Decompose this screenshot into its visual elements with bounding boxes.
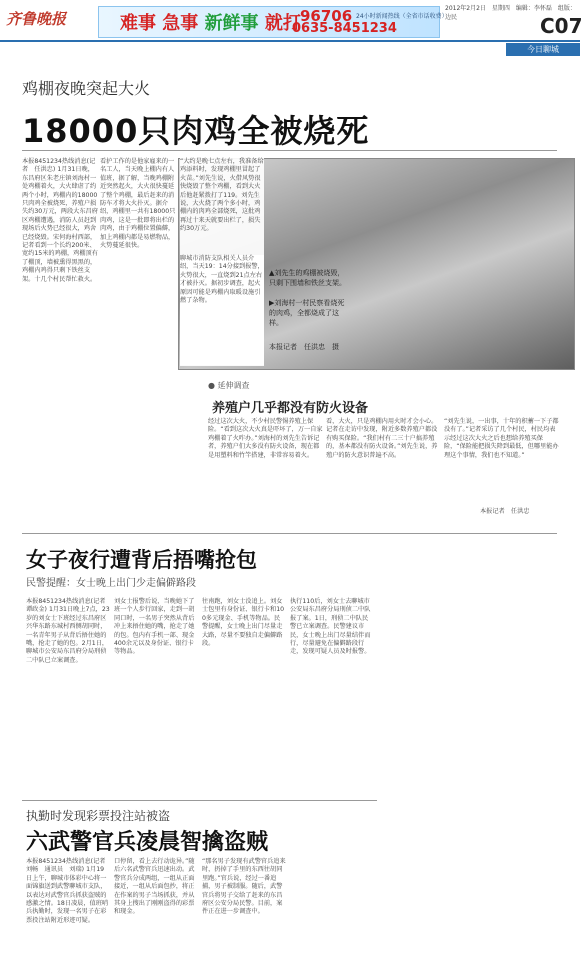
story3-headline: 六武警官兵凌晨智擒盗贼 — [26, 830, 269, 855]
divider — [22, 150, 557, 151]
story2-column-1: 本报8451234热线消息(记者 谭政金) 1月31日晚上7点，23岁的刘女士下班经过东昌府区兴华东路东城村西侧胡同时，一名青年男子从背后捂住她的嘴，抢走了她的包。2月1日，聊城市公安局东昌府分局刑侦二中队已立案调查。 — [26, 598, 112, 664]
story1-column-1: 本报8451234热线消息(记者 任洪忠) 1月31日晚，东昌府区朱老庄镇刘海村一处鸡棚着火，大火肆虐了约两个小时，鸡棚内的18000只肉鸡全被烧死，养殖户损失约30万元，两段大东昌府区鸡棚遭遇，消防人员赶到现场后火势已经很大，鸡舍已经烧毁。宋何海村西部，记者看到一个长约200米、宽约15米的鸡棚，鸡棚顶有了棚顶，墙被熏得黑黑的，鸡棚内鸡得只剩下铁丝支架。十几个村民帮忙救火。 — [22, 158, 98, 283]
story1-headline: 18000只肉鸡全被烧死 — [22, 112, 370, 150]
hotline-number-2: 0635-8451234 — [292, 21, 397, 36]
banner-word-4: 就打 — [264, 13, 301, 34]
followup-credit: 本报记者 任洪忠 — [480, 508, 530, 515]
story1-kicker: 鸡棚夜晚突起大火 — [22, 79, 151, 98]
story2-column-4: 执行110后，刘女士去聊城市公安局东昌府分局刑侦二中队报了案。1日，刑侦二中队民警已立案调查。民警建议市民，女士晚上出门尽量结伴而行，尽量避免在偏僻路段行走，发现可疑人员及时报警。 — [290, 598, 371, 656]
story3-column-2: 口停留，看上去行动诡异。”随后六名武警官兵迅速出动。武警官兵分成两组，一组从正面接近，一组从后面包抄，将正在作案的男子当场抓获，并从其身上搜出了刚刚盗得的彩票和现金。 — [114, 858, 195, 916]
followup-kicker: ● 延伸调查 — [208, 381, 250, 390]
banner-word-1: 难事 — [120, 13, 156, 34]
followup-title: 养殖户几乎都没有防火设备 — [212, 401, 369, 416]
banner-word-2: 急事 — [162, 13, 199, 34]
story2-column-3: 往南跑，刘女士没追上。刘女士包里有身份证、银行卡和100多元现金、手机等物品。民警提醒，女士晚上出门尽量走大路，尽量不要独自走偏僻路段。 — [202, 598, 285, 648]
story3-column-3: “那名男子发现有武警官兵追来时，扔掉了手里的东西往胡同里跑。”官兵说，经过一番追捕，男子被制服。随后，武警官兵将男子交给了赶来的东昌府区公安分局民警。目前，案件正在进一步调查中。 — [202, 858, 286, 916]
divider — [22, 533, 557, 534]
photo-credit: 本报记者 任洪忠 摄 — [269, 343, 339, 351]
story1-column-2: 看护工作的是他家雇来的一名工人，当天晚上棚内有人值班，据了解，当晚鸡棚附近突然起火，大火很快蔓延了整个鸡棚，最后赶来的消防车才将大火扑灭。据介绍，鸡棚里一共有18000只肉鸡，这是一批即将出栏的肉鸡，由于鸡棚位置偏僻，加上鸡棚内都是易燃物品，火势蔓延很快。 — [100, 158, 176, 250]
story1-column-4: 聊城市消防支队相关人员介绍，当天19：14分接到报警，火势很大，一直烧到21点左右才被扑灭。据初步调查，起火原因可能是鸡棚内取暖设施引燃了杂物。 — [180, 255, 264, 365]
dateline: 2012年2月2日 星期四 编辑：李怀磊 组版：边民 — [445, 5, 576, 21]
story2-subhead: 民警提醒：女士晚上出门少走偏僻路段 — [26, 578, 196, 589]
photo-caption-2: ▶刘海村一村民察看烧死的肉鸡，全都烧成了这样。 — [269, 299, 345, 327]
story3-column-1: 本报8451234热线消息(记者 刘畅 通讯员 刘瑞) 1月19日上午，聊城市体彩中心将一面锦旗送到武警聊城市支队，以表达对武警官兵抓获盗贼的感激之情。18日凌晨，值班哨兵执勤时，发现一名男子在彩票投注站附近形迹可疑。 — [26, 858, 112, 924]
story1-column-3: “大约是晚七点左右，我准备给鸡添料时，发现鸡棚里冒起了火苗。”刘先生说，火借风势很快烧毁了整个鸡棚，看到大火后他赶紧拨打了119。刘先生说，大火烧了两个多小时，鸡棚内的肉鸡全部烧死，这批鸡再过十来天就要出栏了，损失约30万元。 — [180, 158, 264, 366]
story2-headline: 女子夜行遭背后捂嘴抢包 — [26, 548, 257, 572]
followup-column-2: 看，大火，只是鸡棚内用火时才会小心。记者在走访中发现，附近多数养殖户都没有购买保险。“我们村有二三十户搞养殖的，基本都没有防火设备。”刘先生说，养殖户的防火意识普遍不高。 — [326, 418, 438, 459]
banner-word-3: 新鲜事 — [204, 13, 259, 34]
story3-kicker: 执勤时发现彩票投注站被盗 — [26, 809, 171, 823]
hotline-label: 24小时新闻热线（全省市话收费） — [356, 13, 448, 20]
story2-column-2: 刘女士报警后说，当晚她下了班一个人步行回家，走到一胡同口时，一名男子突然从背后冲上来捂住她的嘴，抢走了她的包。包内有手机一部、现金400余元以及身份证、银行卡等物品。 — [114, 598, 195, 656]
section-label: 今日聊城 — [506, 43, 580, 56]
banner-slogan — [120, 9, 301, 35]
divider — [22, 800, 377, 801]
followup-column-3: “刘先生说，一出事，十年的积蓄一下子都没有了。”记者采访了几个村民，村民均表示经过这次大火之后也想给养殖买保险，“保险能把损失降到最低，但哪里能办理这个事情，我们也不知道。” — [444, 418, 559, 459]
photo-caption-1: ▲刘先生的鸡棚被烧毁，只剩下围墙和铁丝支架。 — [269, 269, 346, 287]
followup-kicker-text: 延伸调查 — [217, 381, 250, 390]
followup-column-1: 经过这次大火，不少村民警惕养殖上保险。“看到这次大火真是吓坏了，万一自家鸡棚着了火咋办。”刘海村的刘先生告诉记者，养殖户们大多没有防火设备，现在都是用塑料和竹竿搭建，非常容易着火。 — [208, 418, 323, 459]
masthead-logo: 齐鲁晚报 — [6, 10, 67, 28]
page-number: C07 — [540, 14, 583, 38]
hotline-number-1: 96706 — [300, 7, 353, 25]
